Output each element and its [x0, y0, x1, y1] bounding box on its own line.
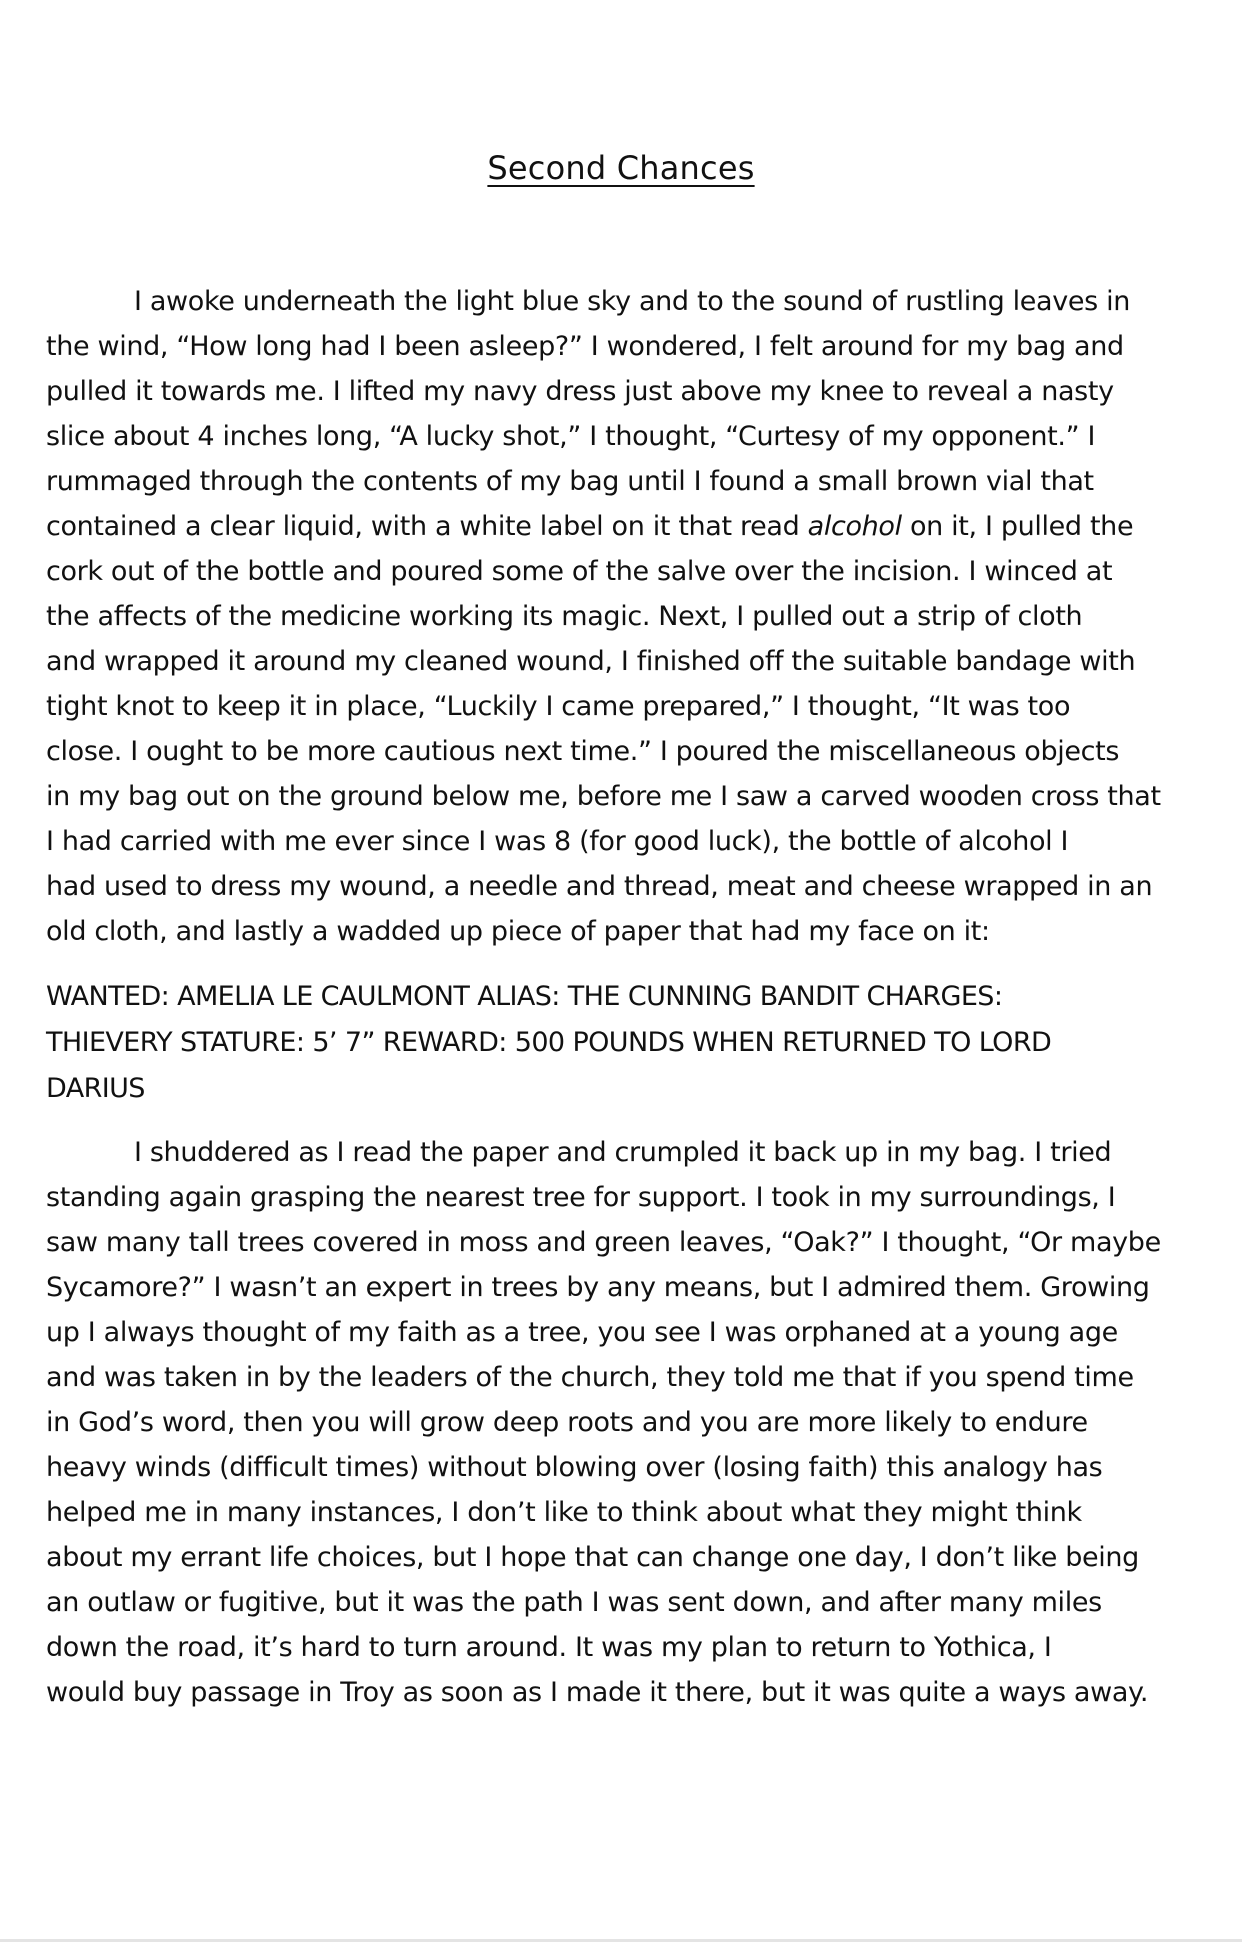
paragraph-2 — [46, 1130, 1206, 1715]
text-line: Sycamore?” I wasn’t an expert in trees by any means, but I admired them. Growing — [46, 1272, 1150, 1303]
text-run: on it, I pulled the — [901, 511, 1134, 542]
paragraph-1 — [46, 279, 1206, 954]
text-line: I had carried with me ever since I was 8 (for good luck), the bottle of alcohol I — [46, 826, 1069, 857]
text-line: the wind, “How long had I been asleep?” I wondered, I felt around for my bag and — [46, 331, 1124, 362]
text-line: rummaged through the contents of my bag until I found a small brown vial that — [46, 466, 1094, 497]
text-line: close. I ought to be more cautious next time.” I poured the miscellaneous objects — [46, 736, 1120, 767]
text-line: pulled it towards me. I lifted my navy dress just above my knee to reveal a nasty — [46, 376, 1114, 407]
text-line: in God’s word, then you will grow deep roots and you are more likely to endure — [46, 1407, 1088, 1438]
text-line: up I always thought of my faith as a tree, you see I was orphaned at a young age — [46, 1317, 1118, 1348]
text-run: contained a clear liquid, with a white label on it that read — [46, 511, 808, 542]
text-line: old cloth, and lastly a wadded up piece of paper that had my face on it: — [46, 916, 990, 947]
wanted-poster-text — [46, 974, 1206, 1112]
italic-word: alcohol — [807, 511, 902, 542]
text-line: an outlaw or fugitive, but it was the path I was sent down, and after many miles — [46, 1587, 1102, 1618]
text-line: cork out of the bottle and poured some of the salve over the incision. I winced at — [46, 556, 1113, 587]
text-line: WANTED: AMELIA LE CAULMONT ALIAS: THE CUNNING BANDIT CHARGES: — [46, 981, 1003, 1012]
text-line: the affects of the medicine working its magic. Next, I pulled out a strip of cloth — [46, 601, 1083, 632]
text-line: and wrapped it around my cleaned wound, I finished off the suitable bandage with — [46, 646, 1136, 677]
text-line: and was taken in by the leaders of the church, they told me that if you spend time — [46, 1362, 1134, 1393]
text-line: about my errant life choices, but I hope that can change one day, I don’t like being — [46, 1542, 1139, 1573]
text-line: tight knot to keep it in place, “Luckily I came prepared,” I thought, “It was too — [46, 691, 1071, 722]
document-title: Second Chances — [487, 149, 755, 187]
text-line: I shuddered as I read the paper and crumpled it back up in my bag. I tried — [134, 1137, 1112, 1168]
text-line: in my bag out on the ground below me, before me I saw a carved wooden cross that — [46, 781, 1161, 812]
text-line: would buy passage in Troy as soon as I made it there, but it was quite a ways away. — [46, 1677, 1149, 1708]
text-line: standing again grasping the nearest tree for support. I took in my surroundings, I — [46, 1182, 1116, 1213]
text-line: heavy winds (difficult times) without blowing over (losing faith) this analogy has — [46, 1452, 1103, 1483]
text-line: down the road, it’s hard to turn around. It was my plan to return to Yothica, I — [46, 1632, 1052, 1663]
text-line: had used to dress my wound, a needle and thread, meat and cheese wrapped in an — [46, 871, 1153, 902]
text-line: I awoke underneath the light blue sky and to the sound of rustling leaves in — [134, 286, 1130, 317]
text-line: THIEVERY STATURE: 5’ 7” REWARD: 500 POUNDS WHEN RETURNED TO LORD — [46, 1027, 1052, 1058]
text-line: DARIUS — [46, 1073, 145, 1104]
text-line: slice about 4 inches long, “A lucky shot,” I thought, “Curtesy of my opponent.” I — [46, 421, 1096, 452]
text-line-with-italic — [46, 504, 1206, 549]
text-line: helped me in many instances, I don’t like to think about what they might think — [46, 1497, 1082, 1528]
text-line: saw many tall trees covered in moss and green leaves, “Oak?” I thought, “Or maybe — [46, 1227, 1161, 1258]
